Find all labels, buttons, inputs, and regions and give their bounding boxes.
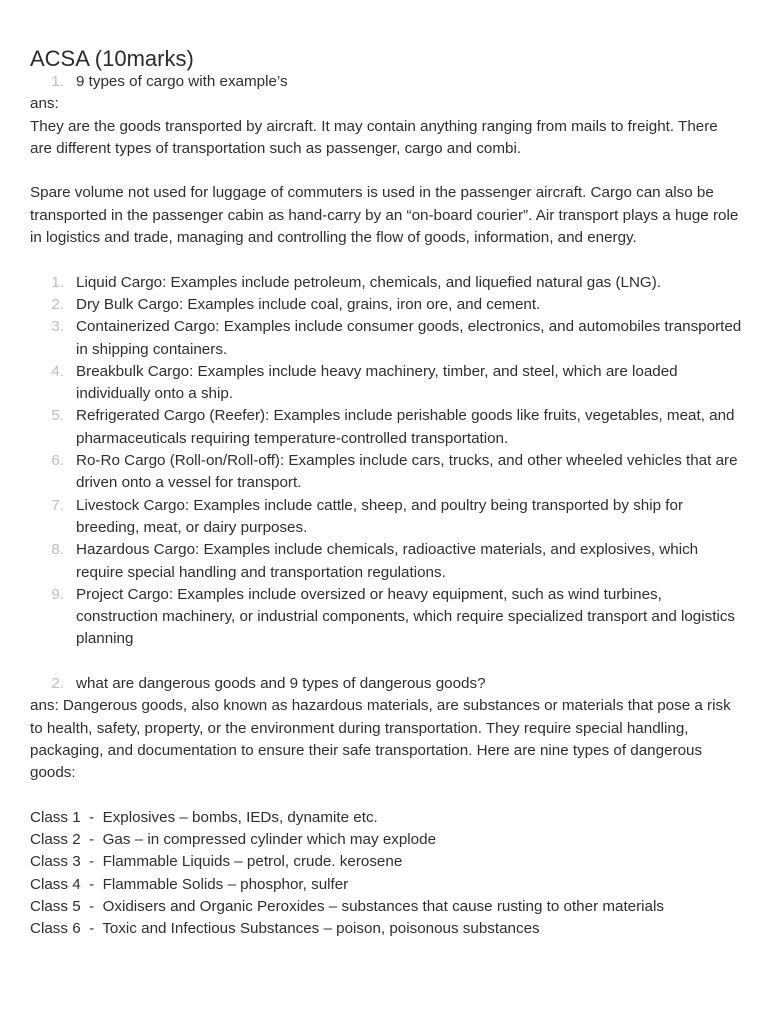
- list-item-number: 6.: [51, 452, 64, 470]
- list-item-text: Hazardous Cargo: Examples include chemicals, radioactive materials, and explosives, which require special handling and transportation regulations.: [76, 541, 699, 581]
- list-item-text: Livestock Cargo: Examples include cattle, sheep, and poultry being transported by ship for breeding, meat, or dairy purposes.: [76, 496, 683, 536]
- class-line: Class 2 - Gas – in compressed cylinder which may explode: [30, 831, 437, 849]
- list-item: [30, 272, 742, 294]
- list-item-text: Ro-Ro Cargo (Roll-on/Roll-off): Examples include cars, trucks, and other wheeled vehicles that are driven onto a vessel for transport.: [76, 452, 738, 492]
- question-1: [30, 71, 742, 93]
- spacer: [30, 249, 742, 271]
- spacer: [30, 785, 742, 807]
- class-line: Class 5 - Oxidisers and Organic Peroxides – substances that cause rusting to other materials: [30, 897, 664, 915]
- class-line: Class 6 - Toxic and Infectious Substances – poison, poisonous substances: [30, 920, 540, 938]
- list-item: [30, 495, 742, 540]
- list-item-number: 7.: [51, 496, 64, 514]
- list-item-number: 4.: [51, 362, 64, 380]
- list-item: [30, 584, 742, 651]
- list-item: [30, 361, 742, 406]
- list-item: [30, 316, 742, 361]
- list-item-number: 5.: [51, 407, 64, 425]
- list-item-number: 3.: [51, 318, 64, 336]
- document-title: ACSA (10marks): [30, 46, 194, 71]
- list-item-text: Liquid Cargo: Examples include petroleum, chemicals, and liquefied natural gas (LNG).: [76, 273, 662, 291]
- question-1-text: 9 types of cargo with example’s: [76, 73, 288, 90]
- list-item: [30, 294, 742, 316]
- list-item-text: Breakbulk Cargo: Examples include heavy machinery, timber, and steel, which are loaded individually onto a ship.: [76, 362, 678, 403]
- list-item-text: Refrigerated Cargo (Reefer): Examples include perishable goods like fruits, vegetables, meat, and pharmaceuticals requiring temperature-controlled transportation.: [76, 407, 735, 447]
- list-item: [30, 539, 742, 584]
- question-2-number: 2.: [51, 675, 64, 693]
- answer-1-paragraph-2: Spare volume not used for luggage of commuters is used in the passenger aircraft. Cargo can also be transported in the passenger cabin as hand-carry by an “on-board courier”. Air transport plays a huge role in logistics and trade, managing and controlling the flow of goods, information, and energy.: [30, 184, 739, 247]
- question-2-text: what are dangerous goods and 9 types of dangerous goods?: [76, 675, 486, 693]
- class-line: Class 1 - Explosives – bombs, IEDs, dynamite etc.: [30, 808, 378, 826]
- class-line: Class 3 - Flammable Liquids – petrol, crude. kerosene: [30, 853, 403, 871]
- answer-1-label: ans:: [30, 95, 59, 113]
- list-item-number: 1.: [51, 273, 64, 291]
- cargo-types-list: [30, 272, 742, 651]
- question-1-number: 1.: [51, 73, 64, 90]
- list-item: [30, 405, 742, 450]
- answer-2-paragraph: ans: Dangerous goods, also known as hazardous materials, are substances or materials that pose a risk to health, safety, property, or the environment during transportation. They require special handling, packaging, and documentation to ensure their safe transportation. Here are nine types of dangerous goods:: [30, 697, 731, 782]
- list-item-text: Containerized Cargo: Examples include consumer goods, electronics, and automobiles transported in shipping containers.: [76, 318, 742, 358]
- list-item-number: 9.: [51, 585, 64, 603]
- dangerous-goods-classes: [30, 807, 742, 941]
- list-item-text: Dry Bulk Cargo: Examples include coal, grains, iron ore, and cement.: [76, 295, 541, 313]
- answer-1-paragraph-1: They are the goods transported by aircraft. It may contain anything ranging from mails to freight. There are different types of transportation such as passenger, cargo and combi.: [30, 117, 718, 157]
- class-line: Class 4 - Flammable Solids – phosphor, sulfer: [30, 875, 349, 893]
- spacer: [30, 160, 742, 182]
- question-2: [30, 673, 742, 695]
- list-item-number: 8.: [51, 541, 64, 559]
- list-item: [30, 450, 742, 495]
- list-item-text: Project Cargo: Examples include oversized or heavy equipment, such as wind turbines, construction machinery, or industrial components, which require specialized transport and logistics planning: [76, 585, 736, 648]
- spacer: [30, 651, 742, 673]
- list-item-number: 2.: [51, 295, 64, 313]
